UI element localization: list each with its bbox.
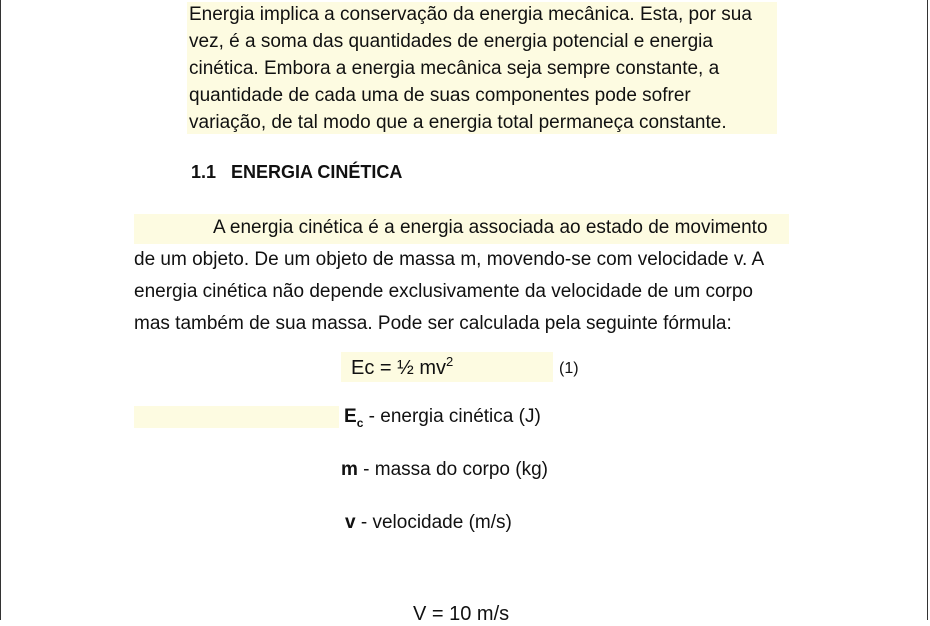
equation-number: (1): [559, 360, 579, 377]
section-title: ENERGIA CINÉTICA: [231, 162, 403, 182]
body-line-1: A energia cinética é a energia associada ao estado de movimento: [213, 217, 768, 238]
formula-expression: Ec = ½ mv: [351, 357, 447, 379]
section-heading: [191, 162, 402, 183]
definition-text-velocity: - velocidade (m/s): [355, 512, 512, 533]
definition-text-energy: - energia cinética (J): [363, 406, 541, 427]
definition-subscript-c: c: [356, 415, 364, 430]
body-line-3: energia cinética não depende exclusivamente da velocidade de um corpo: [134, 281, 753, 302]
definition-symbol-v: v: [345, 512, 356, 533]
intro-line-4: quantidade de cada uma de suas componentes pode sofrer: [189, 85, 691, 106]
example-velocity: V = 10 m/s: [413, 603, 510, 625]
definition-symbol-m: m: [341, 459, 358, 480]
intro-line-1: Energia implica a conservação da energia mecânica. Esta, por sua: [189, 4, 752, 25]
intro-line-5: variação, de tal modo que a energia total permaneça constante.: [189, 112, 727, 133]
intro-line-3: cinética. Embora a energia mecânica seja sempre constante, a: [189, 58, 720, 79]
kinetic-energy-formula: [351, 354, 453, 380]
definition-symbol-e: E: [344, 406, 357, 427]
body-line-2: de um objeto. De um objeto de massa m, movendo-se com velocidade v. A: [134, 249, 765, 270]
intro-line-2: vez, é a soma das quantidades de energia potencial e energia: [189, 31, 713, 52]
definition-highlight: [134, 406, 339, 428]
formula-exponent: 2: [446, 354, 454, 369]
definition-velocity: [345, 512, 512, 534]
definition-energy: [344, 406, 541, 430]
definition-text-mass: - massa do corpo (kg): [357, 459, 548, 480]
section-number: 1.1: [191, 162, 217, 182]
definition-mass: [341, 459, 548, 481]
body-line-4: mas também de sua massa. Pode ser calculada pela seguinte fórmula:: [134, 313, 732, 334]
